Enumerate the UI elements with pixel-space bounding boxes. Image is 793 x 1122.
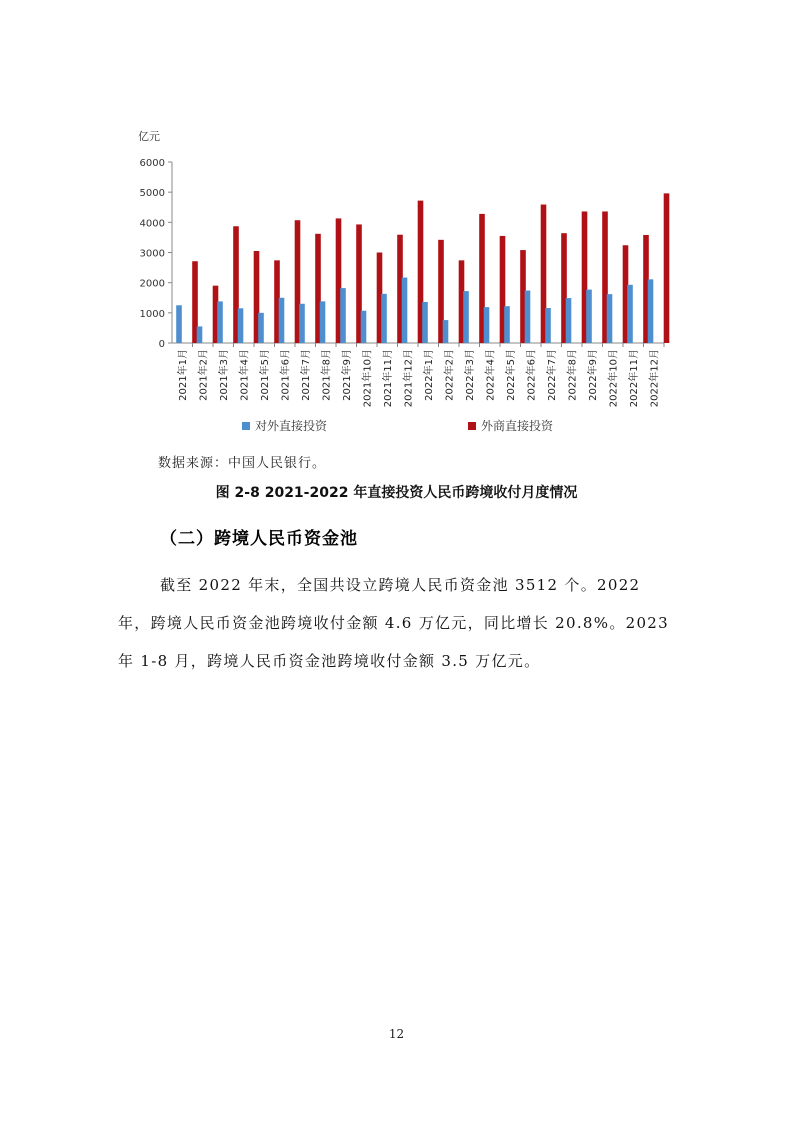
bar-outward-fdi <box>627 285 633 343</box>
x-tick-label: 2022年11月 <box>628 349 640 408</box>
x-tick-label: 2022年2月 <box>444 349 456 401</box>
legend-swatch <box>468 422 476 430</box>
legend-swatch <box>242 422 250 430</box>
y-tick-label: 3000 <box>139 248 165 260</box>
x-tick-label: 2022年5月 <box>505 349 517 401</box>
x-tick-label: 2021年8月 <box>321 349 333 401</box>
bar-outward-fdi <box>217 301 223 343</box>
y-unit-label: 亿元 <box>138 130 160 143</box>
x-tick-label: 2022年4月 <box>485 349 497 401</box>
bar-outward-fdi <box>586 290 592 343</box>
x-tick-label: 2021年3月 <box>218 349 230 401</box>
bar-outward-fdi <box>504 306 510 343</box>
x-tick-label: 2022年8月 <box>567 349 579 401</box>
x-tick-label: 2022年10月 <box>608 349 620 408</box>
body-paragraph: 截至 2022 年末，全国共设立跨境人民币资金池 3512 个。2022 年，跨境人民币资金池跨境收付金额 4.6 万亿元，同比增长 20.8%。2023 年 1-8 月，跨境人民币资金池跨境收付金额 3.5 万亿元。 <box>118 576 669 670</box>
y-tick-label: 4000 <box>139 218 165 230</box>
y-tick-label: 5000 <box>139 188 165 200</box>
x-tick-label: 2021年6月 <box>280 349 292 401</box>
source-note: 数据来源：中国人民银行。 <box>158 456 327 471</box>
bar-outward-fdi <box>238 308 244 343</box>
bar-outward-fdi <box>320 301 326 343</box>
bar-outward-fdi <box>279 298 285 343</box>
x-tick-label: 2022年1月 <box>423 349 435 401</box>
legend-label: 外商直接投资 <box>481 419 554 433</box>
bar-outward-fdi <box>463 291 469 343</box>
x-tick-label: 2021年7月 <box>300 349 312 401</box>
x-tick-label: 2021年1月 <box>177 349 189 401</box>
x-tick-label: 2021年9月 <box>341 349 353 401</box>
y-tick-label: 6000 <box>139 158 165 169</box>
section-heading: （二）跨境人民币资金池 <box>160 529 358 549</box>
y-tick-label: 1000 <box>139 308 165 320</box>
page-number: 12 <box>388 1027 405 1041</box>
bar-outward-fdi <box>484 307 490 343</box>
legend-label: 对外直接投资 <box>255 419 328 433</box>
x-tick-label: 2021年10月 <box>362 349 374 408</box>
bar-outward-fdi <box>648 279 654 343</box>
y-tick-label: 2000 <box>139 278 165 290</box>
x-tick-label: 2021年4月 <box>239 349 251 401</box>
bar-outward-fdi <box>566 298 572 343</box>
x-tick-label: 2022年9月 <box>587 349 599 401</box>
bar-outward-fdi <box>340 288 346 343</box>
bar-chart <box>130 120 675 445</box>
bar-outward-fdi <box>381 294 387 343</box>
bar-inward-fdi <box>664 193 670 343</box>
x-tick-label: 2021年5月 <box>259 349 271 401</box>
y-tick-label: 0 <box>158 339 165 350</box>
bar-outward-fdi <box>402 278 408 343</box>
bar-outward-fdi <box>361 311 367 343</box>
bar-outward-fdi <box>443 320 449 343</box>
x-tick-label: 2022年6月 <box>526 349 538 401</box>
x-tick-label: 2021年11月 <box>382 349 394 408</box>
x-tick-label: 2022年7月 <box>546 349 558 401</box>
bar-outward-fdi <box>197 326 203 343</box>
bar-outward-fdi <box>299 304 305 343</box>
x-tick-label: 2021年12月 <box>403 349 415 408</box>
bar-outward-fdi <box>525 291 531 343</box>
bar-outward-fdi <box>176 305 182 343</box>
bar-outward-fdi <box>258 313 264 343</box>
x-tick-label: 2022年12月 <box>649 349 661 408</box>
bar-outward-fdi <box>422 302 428 343</box>
x-tick-label: 2021年2月 <box>198 349 210 401</box>
x-tick-label: 2022年3月 <box>464 349 476 401</box>
bar-outward-fdi <box>545 308 551 343</box>
bar-outward-fdi <box>607 294 613 343</box>
figure-caption: 图 2-8 2021-2022 年直接投资人民币跨境收付月度情况 <box>215 485 578 501</box>
